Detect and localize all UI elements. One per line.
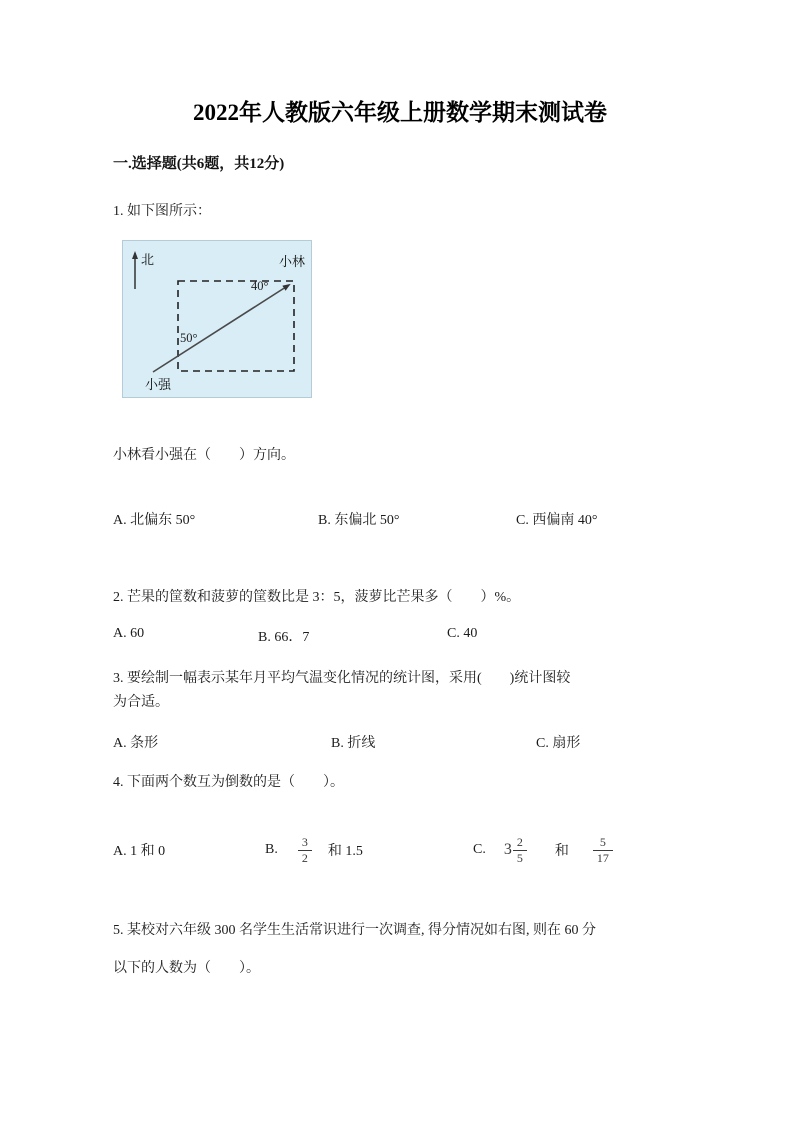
section-header: 一.选择题(共6题，共12分) — [113, 156, 285, 172]
q4-option-b — [265, 830, 363, 870]
q2-option-a: A. 60 — [113, 626, 145, 641]
q1-option-a: A. 北偏东 50° — [113, 513, 196, 528]
fraction-numerator: 5 — [593, 836, 613, 851]
dashed-rectangle — [178, 281, 294, 371]
page-title: 2022年人教版六年级上册数学期末测试卷 — [193, 100, 607, 125]
xiaoqiang-label: 小强 — [145, 377, 172, 392]
fraction-denominator: 17 — [596, 850, 609, 865]
fraction-denominator: 5 — [516, 850, 523, 865]
fraction-numerator: 3 — [298, 836, 312, 851]
q2-stem: 2. 芒果的筐数和菠萝的筐数比是 3：5，菠萝比芒果多（ ）%。 — [113, 590, 521, 605]
sight-line-arrow — [153, 285, 289, 372]
mixed-number-whole: 3 — [503, 841, 512, 858]
q3-option-c: C. 扇形 — [536, 736, 581, 751]
direction-diagram — [122, 240, 312, 398]
fraction-five-seventeenths — [593, 836, 613, 864]
q3-option-b: B. 折线 — [331, 736, 376, 751]
q5-stem-line1: 5. 某校对六年级 300 名学生生活常识进行一次调查, 得分情况如右图, 则在 60 分 — [113, 923, 596, 938]
q5-stem-line2: 以下的人数为（ ）。 — [113, 961, 260, 976]
q3-stem-line2: 为合适。 — [113, 695, 169, 710]
q4-option-b-suffix: 和 1.5 — [327, 844, 363, 859]
xiaolin-label: 小林 — [279, 254, 306, 269]
north-label: 北 — [141, 252, 155, 267]
fraction-numerator: 2 — [513, 836, 527, 851]
fraction-denominator: 2 — [301, 850, 308, 865]
fraction-three-halves — [298, 836, 312, 864]
fraction-two-fifths — [513, 836, 527, 864]
q4-option-c — [473, 830, 613, 870]
q1-option-c: C. 西偏南 40° — [516, 513, 598, 528]
q4-option-c-label: C. — [473, 842, 486, 857]
q3-stem-line1: 3. 要绘制一幅表示某年月平均气温变化情况的统计图，采用( )统计图较 — [113, 671, 571, 686]
q4-stem: 4. 下面两个数互为倒数的是（ ）。 — [113, 775, 344, 790]
q1-stem: 1. 如下图所示： — [113, 204, 211, 219]
angle-40-label: 40° — [251, 279, 269, 293]
q2-option-b: B. 66．7 — [258, 630, 310, 645]
q4-option-c-mid: 和 — [554, 844, 569, 859]
angle-50-label: 50° — [180, 331, 198, 345]
q1-option-b: B. 东偏北 50° — [318, 513, 400, 528]
q2-option-c: C. 40 — [447, 626, 478, 641]
q4-option-b-label: B. — [265, 842, 278, 857]
q4-option-a: A. 1 和 0 — [113, 844, 166, 859]
q3-option-a: A. 条形 — [113, 736, 159, 751]
q1-question: 小林看小强在（ ）方向。 — [113, 448, 295, 463]
